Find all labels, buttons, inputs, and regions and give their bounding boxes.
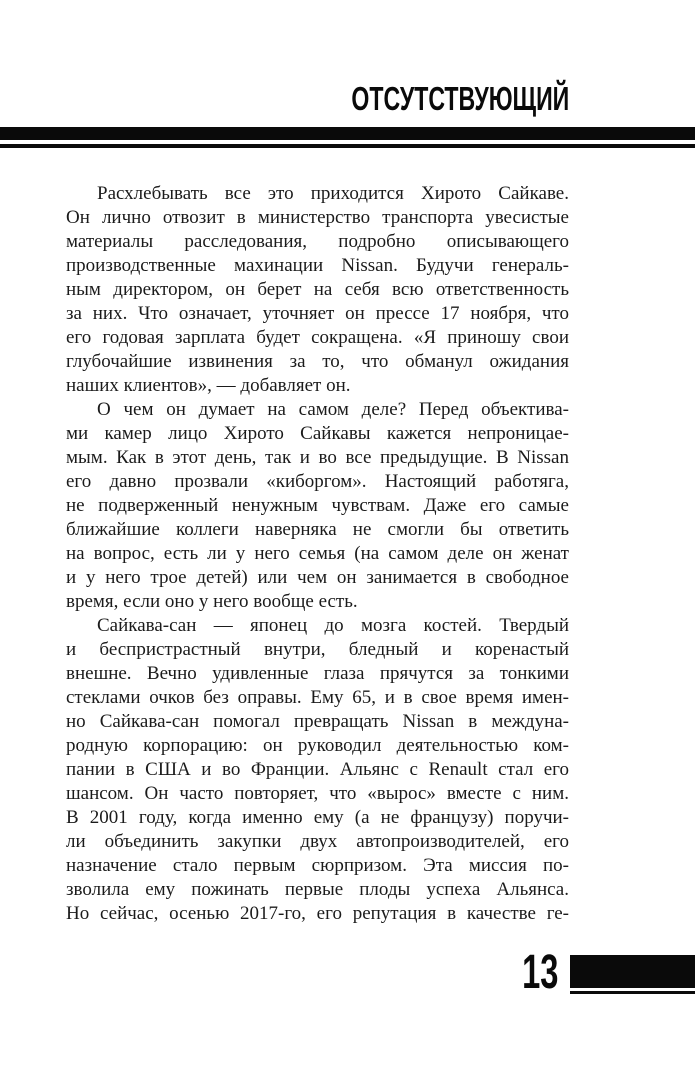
text-line: ли объединить закупки двух автопроизводителей, его <box>66 831 569 852</box>
text-line: О чем он думает на самом деле? Перед объектива- <box>97 399 569 420</box>
text-line: Сайкава-сан — японец до мозга костей. Твердый <box>97 615 569 636</box>
text-line: на вопрос, есть ли у него семья (на самом деле он женат <box>66 543 569 564</box>
text-line: не подверженный ненужным чувствам. Даже его самые <box>66 495 569 516</box>
text-line: шансом. Он часто повторяет, что «вырос» вместе с ним. <box>66 783 569 804</box>
text-line: его давно прозвали «киборгом». Настоящий работяга, <box>66 471 569 492</box>
text-line: и беспристрастный внутри, бледный и коренастый <box>66 639 569 660</box>
text-line: время, если оно у него вообще есть. <box>66 591 358 612</box>
text-line: зволила ему пожинать первые плоды успеха Альянса. <box>66 879 569 900</box>
text-line: Расхлебывать все это приходится Хирото Сайкаве. <box>97 183 569 204</box>
text-line: ным директором, он берет на себя всю ответственность <box>66 279 569 300</box>
text-line: мым. Как в этот день, так и во все предыдущие. В Nissan <box>66 447 569 468</box>
text-line: В 2001 году, когда именно ему (а не французу) поручи- <box>66 807 569 828</box>
text-line: ближайшие коллеги наверняка не смогли бы ответить <box>66 519 569 540</box>
footer-rule <box>570 991 695 994</box>
text-line: материалы расследования, подробно описывающего <box>66 231 569 252</box>
text-line: глубочайшие извинения за то, что обманул ожидания <box>66 351 569 372</box>
paragraph <box>66 182 569 398</box>
footer-block <box>570 955 695 988</box>
header-rule-thin <box>0 144 695 148</box>
text-line: за них. Что означает, уточняет он прессе 17 ноября, что <box>66 303 569 324</box>
text-line: производственные махинации Nissan. Будучи генераль- <box>66 255 569 276</box>
text-line: ми камер лицо Хирото Сайкавы кажется непроницае- <box>66 423 569 444</box>
text-line: наших клиентов», — добавляет он. <box>66 375 351 396</box>
text-line: родную корпорацию: он руководил деятельностью ком- <box>66 735 569 756</box>
text-line: стеклами очков без оправы. Ему 65, и в свое время имен- <box>66 687 569 708</box>
text-block <box>66 182 569 926</box>
paragraph <box>66 398 569 614</box>
text-line: его годовая зарплата будет сокращена. «Я приношу свои <box>66 327 569 348</box>
running-header-title: ОТСУТСТВУЮЩИЙ <box>351 80 569 117</box>
text-line: и у него трое детей) или чем он занимается в свободное <box>66 567 569 588</box>
paragraph <box>66 614 569 926</box>
text-line: внешне. Вечно удивленные глаза прячутся за тонкими <box>66 663 569 684</box>
text-line: Но сейчас, осенью 2017-го, его репутация в качестве ге- <box>66 903 569 924</box>
text-line: Он лично отвозит в министерство транспорта увесистые <box>66 207 569 228</box>
text-line: назначение стало первым сюрпризом. Эта миссия по- <box>66 855 569 876</box>
page-number: 13 <box>521 946 558 999</box>
header-rule-thick <box>0 127 695 140</box>
text-line: пании в США и во Франции. Альянс с Renault стал его <box>66 759 569 780</box>
text-line: но Сайкава-сан помогал превращать Nissan в междуна- <box>66 711 569 732</box>
